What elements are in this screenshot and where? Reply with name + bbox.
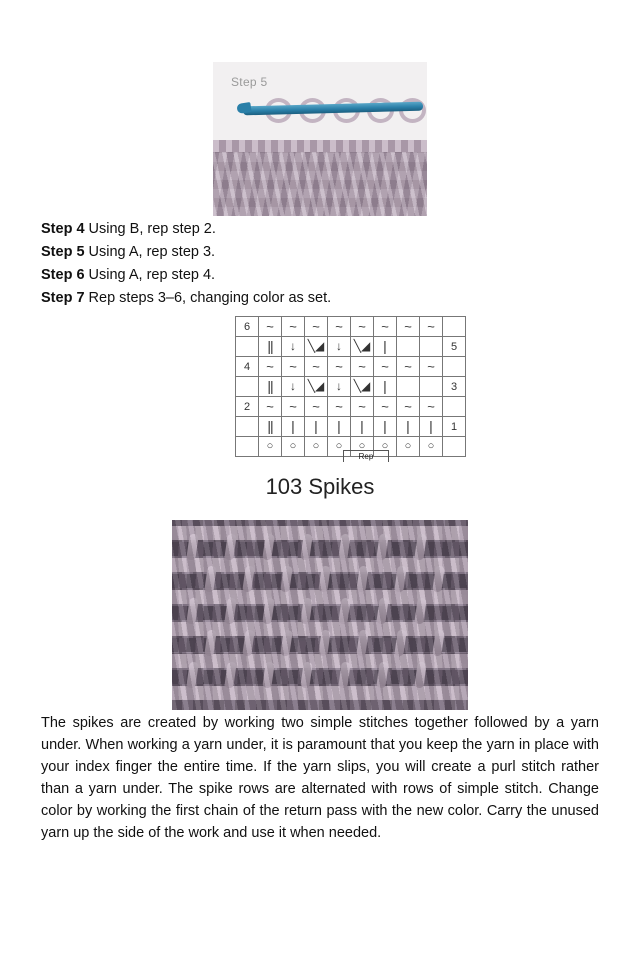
chart-row-label-right (443, 437, 466, 457)
chart-cell: | (374, 377, 397, 397)
chart-cell: ~ (305, 357, 328, 377)
chart-row-label-left (236, 437, 259, 457)
chart-row-label-left (236, 417, 259, 437)
chart-cell: ↓ (328, 377, 351, 397)
chart-cell: ○ (351, 437, 374, 457)
chart-cell: ~ (259, 317, 282, 337)
chart-cell: ○ (374, 437, 397, 457)
chart-cell: ~ (420, 317, 443, 337)
chart-row-label-left: 6 (236, 317, 259, 337)
chart-cell: ~ (282, 397, 305, 417)
chart-cell: ╲◢ (351, 377, 374, 397)
step-number: Step 7 (41, 290, 85, 306)
chart-row-label-left (236, 337, 259, 357)
chart-cell: | (420, 417, 443, 437)
chart-rep-bracket: Rep (343, 450, 389, 462)
stitch-chart-grid (235, 316, 466, 457)
chart-cell: | (328, 417, 351, 437)
page-title: 103 Spikes (265, 474, 375, 499)
chart-cell: || (259, 377, 282, 397)
chart-row-label-right: 3 (443, 377, 466, 397)
chart-cell: || (259, 417, 282, 437)
hook-tip-icon (236, 102, 251, 114)
chart-row-label-right (443, 357, 466, 377)
chart-cell: || (259, 337, 282, 357)
chart-cell: | (397, 417, 420, 437)
step-line (41, 287, 601, 309)
chart-cell: ~ (420, 397, 443, 417)
chart-row-label-right: 5 (443, 337, 466, 357)
chart-cell: ~ (259, 357, 282, 377)
step-line (41, 264, 601, 286)
chart-cell: | (282, 417, 305, 437)
step-text: Using B, rep step 2. (84, 221, 216, 237)
chart-cell: ~ (328, 397, 351, 417)
step-text: Using A, rep step 3. (84, 244, 216, 260)
chart-cell: ~ (374, 357, 397, 377)
chart-cell: ○ (305, 437, 328, 457)
chart-cell: ○ (420, 437, 443, 457)
chart-cell (420, 377, 443, 397)
step-instructions (41, 218, 601, 310)
chart-row-label-right (443, 397, 466, 417)
chart-row-label-left (236, 377, 259, 397)
chart-cell: ~ (374, 397, 397, 417)
chart-cell: ~ (328, 357, 351, 377)
chart-cell: | (351, 417, 374, 437)
chart-cell: ~ (397, 357, 420, 377)
chart-cell: ╲◢ (305, 337, 328, 357)
chart-cell: ○ (328, 437, 351, 457)
chart-cell: ~ (259, 397, 282, 417)
chart-cell: ╲◢ (305, 377, 328, 397)
chart-cell: ~ (374, 317, 397, 337)
step-line (41, 241, 601, 263)
chart-row-label-right (443, 317, 466, 337)
pattern-swatch-photo (172, 520, 468, 710)
chart-cell: ~ (305, 317, 328, 337)
step-photo-label: Step 5 (231, 75, 268, 89)
chart-cell: ○ (397, 437, 420, 457)
chart-cell: ○ (282, 437, 305, 457)
step-number: Step 6 (41, 267, 85, 283)
fabric-texture (213, 148, 427, 216)
step-text: Rep steps 3–6, changing color as set. (84, 290, 332, 306)
chart-row-label-left: 2 (236, 397, 259, 417)
chart-row (236, 417, 466, 437)
stitch-chart (223, 316, 458, 468)
chart-row (236, 317, 466, 337)
body-paragraph: The spikes are created by working two simple stitches together followed by a yarn under. When working a yarn under, it is paramount that you keep the yarn in place with your index finger the entire time. If the yarn slips, you will create a purl stitch rather than a yarn under. The spike rows are alternated with rows of simple stitch. Change color by working the first chain of the return pass with the new color. Carry the unused yarn up the side of the work and use it when needed. (41, 715, 599, 841)
chart-row-label-left: 4 (236, 357, 259, 377)
step-photo (213, 62, 427, 216)
chart-cell: ~ (420, 357, 443, 377)
chart-row (236, 357, 466, 377)
chart-cell: ~ (328, 317, 351, 337)
chart-cell: ~ (282, 317, 305, 337)
chart-cell (397, 377, 420, 397)
chart-cell: ~ (397, 317, 420, 337)
chart-row (236, 397, 466, 417)
chart-cell: ╲◢ (351, 337, 374, 357)
step-number: Step 4 (41, 221, 85, 237)
chart-cell: ↓ (328, 337, 351, 357)
swatch-overlay-texture (172, 520, 468, 710)
chart-cell: ~ (351, 357, 374, 377)
chart-cell: ○ (259, 437, 282, 457)
chart-cell: ~ (282, 357, 305, 377)
step-text: Using A, rep step 4. (84, 267, 216, 283)
chart-cell: ↓ (282, 377, 305, 397)
chart-row-label-right: 1 (443, 417, 466, 437)
chart-cell: | (374, 337, 397, 357)
chart-cell: ~ (397, 397, 420, 417)
chart-row (236, 337, 466, 357)
step-number: Step 5 (41, 244, 85, 260)
chart-cell (397, 337, 420, 357)
chart-cell (420, 337, 443, 357)
chart-cell: ~ (305, 397, 328, 417)
step-line (41, 218, 601, 240)
chart-cell: | (374, 417, 397, 437)
chart-row (236, 377, 466, 397)
chart-cell: ~ (351, 397, 374, 417)
chart-cell: ↓ (282, 337, 305, 357)
chart-cell: | (305, 417, 328, 437)
fabric-edge (213, 140, 427, 152)
chart-cell: ~ (351, 317, 374, 337)
